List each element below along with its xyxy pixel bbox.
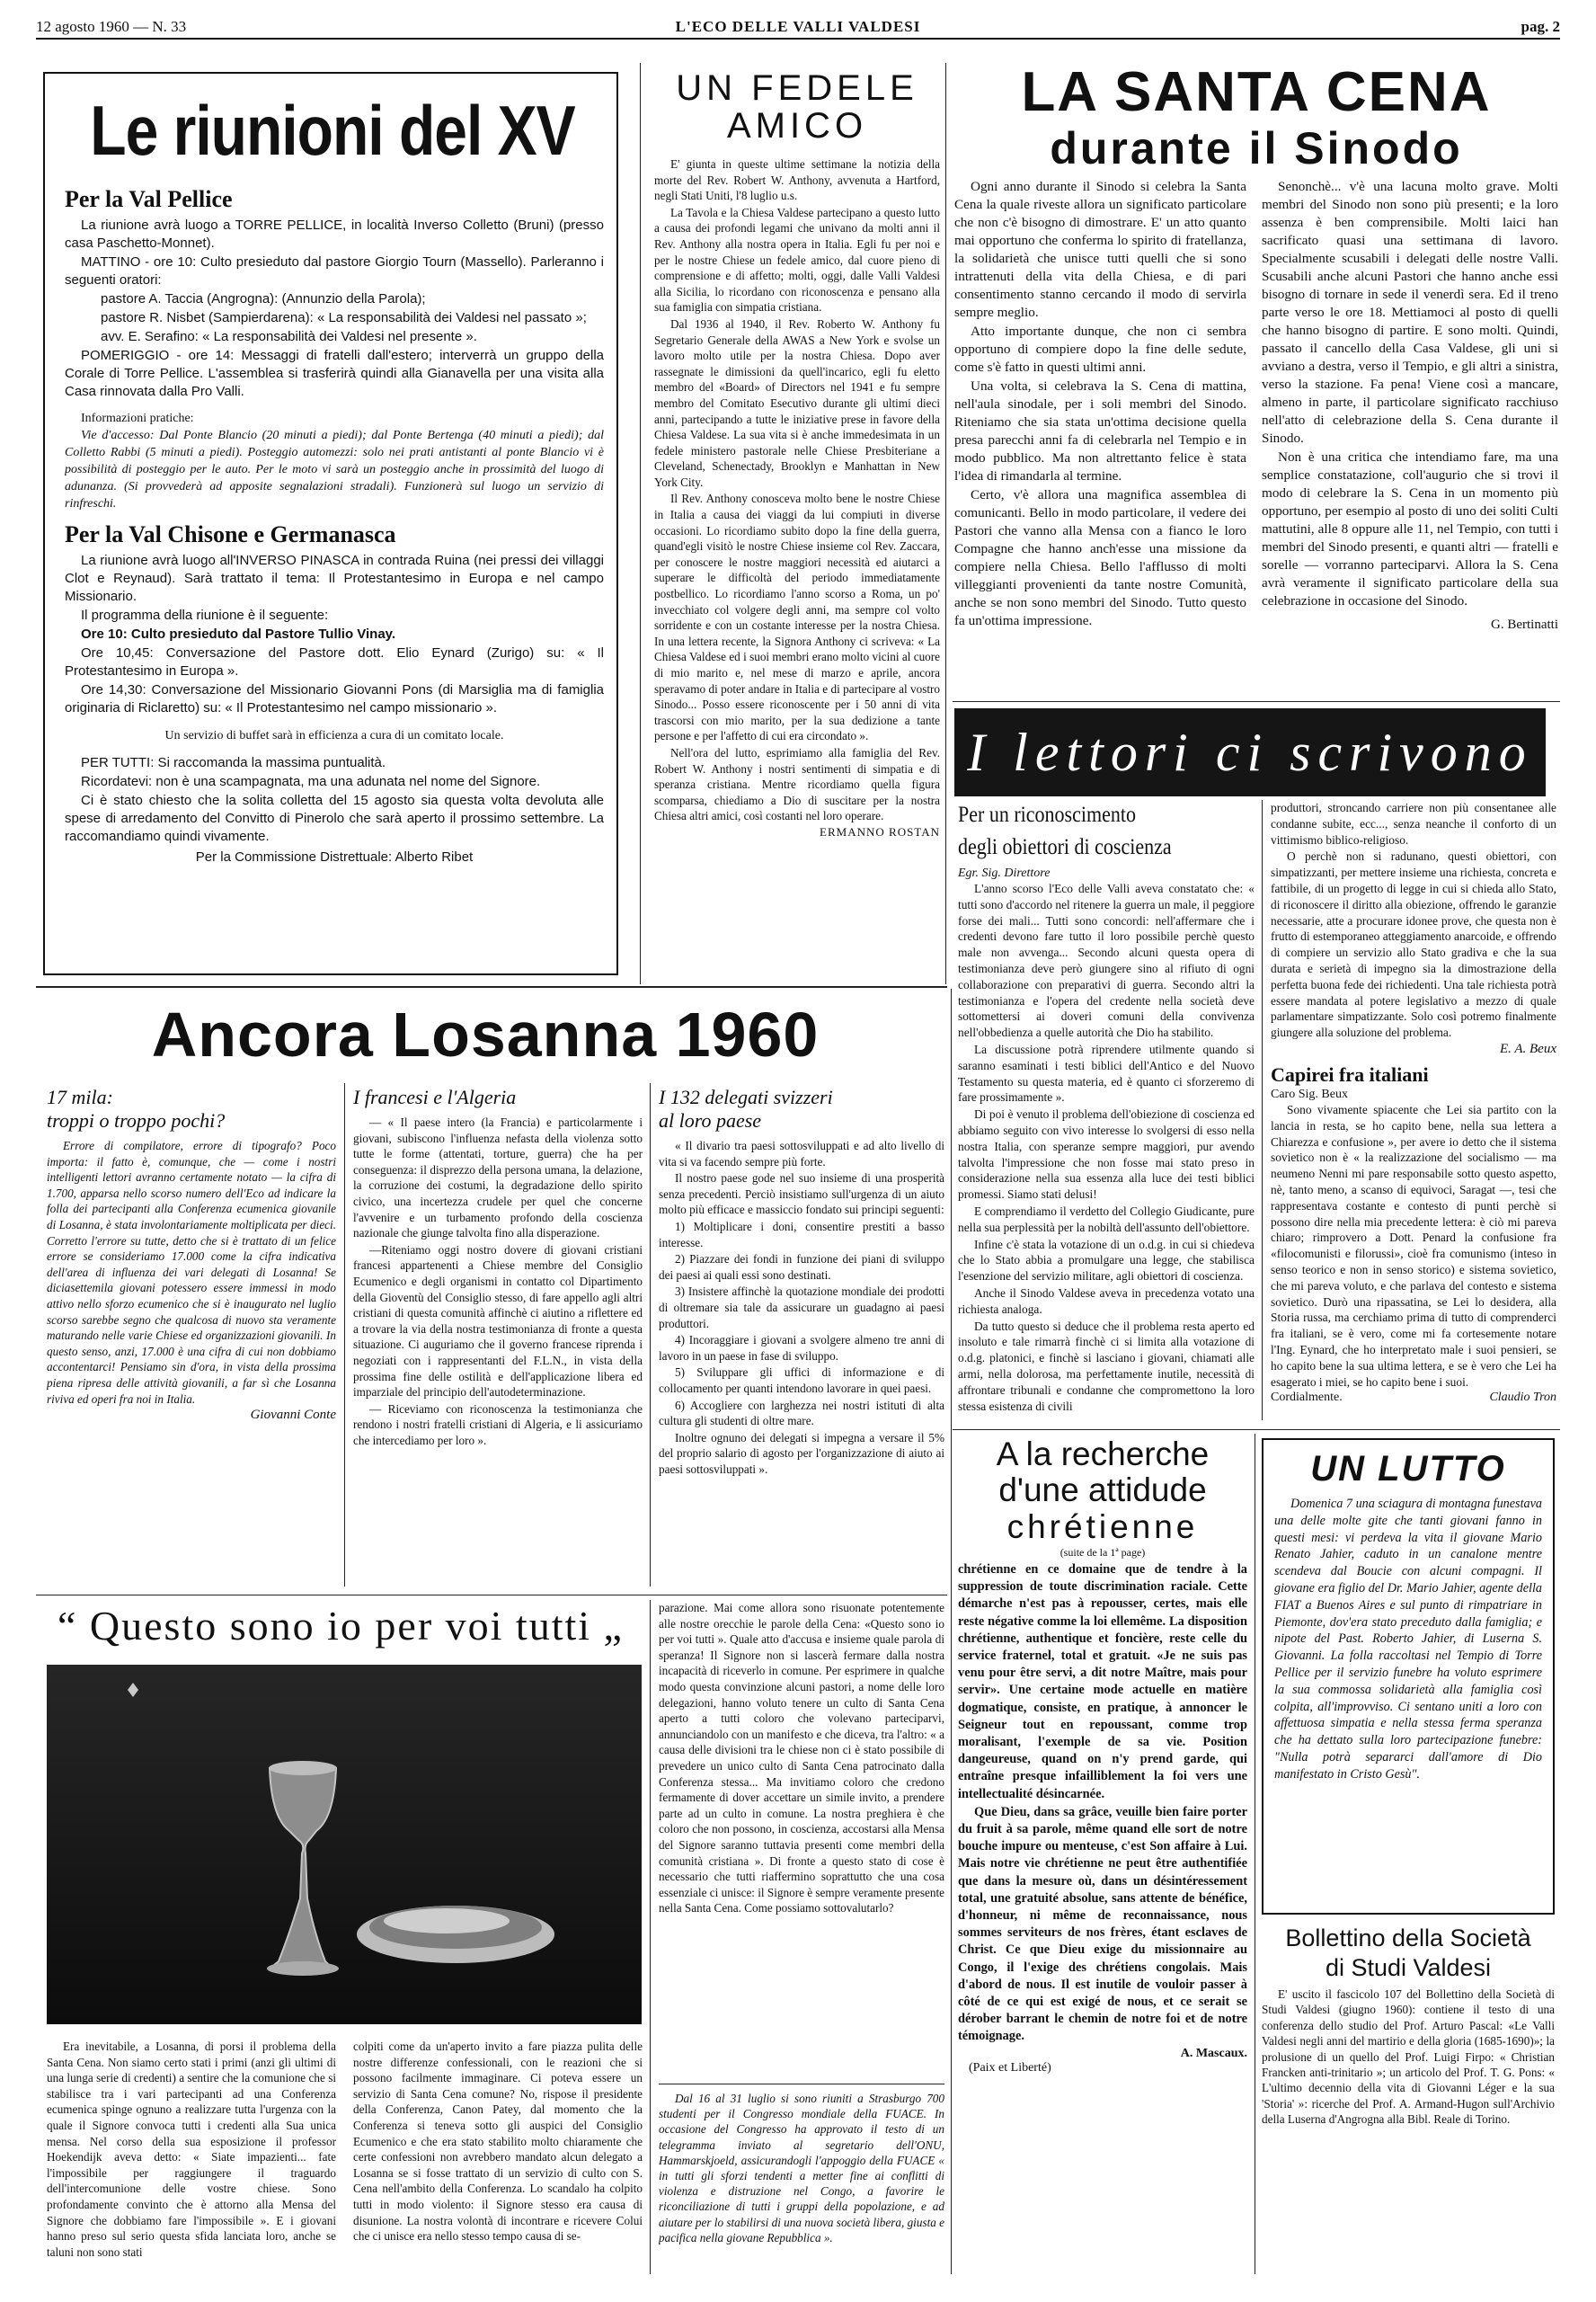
fedele-amico-article (654, 70, 940, 978)
obiettori-heading-1: Per un riconoscimento (958, 801, 1136, 827)
recherche-title-3: chrétienne (1006, 1508, 1199, 1545)
capirei-closing: Cordialmente. (1271, 1391, 1343, 1405)
losanna-col3-heading-1: I 132 delegati svizzeri (659, 1086, 833, 1108)
losanna-col1-signature: Giovanni Conte (250, 1408, 336, 1423)
column-rule (344, 1083, 345, 1587)
capirei-body: Sono vivamente spiacente che Lei sia partito con la lancia in resta, se ho capito bene, nella sua lettera a Chiarezza e confusione », per avere io detto che il sistema sovietico non è « la realizzazione del socialismo — ma neumeno Nenni mi pare responsabile sotto questo aspetto, nè, tanto meno, a scanso di equivoci, Saragat —, tesi che rappresentava costante e contesto di punti perchè si possono dire nella mia precedente lettera: è ciò mi pareva chiaro; rimprovero a Dott. Penard la confusione fra «filocomunisti e filorussi», cioè fra comunismo (inteso in senso teorico e non in senso storico) e sistema sovietico, che mi pareva voluto, e che parlava del contesto e sistema sovietico. Durò una ripassatina, se Lei lo desidera, alla Storia russa, ma cerchiamo prima di tutto di comprenderci fra italiani, se è vero, come mi fa cortesemente notare l'Ing. Eynard, che ho interpretato male i suoi pensieri, se ho capito bene la sua ultima lettera, e se è vero che Lei ha esagerato i miei, se ho capito bene i suoi. (1271, 1102, 1556, 1389)
bollettino-article (1262, 1924, 1555, 2274)
questo-col3: parazione. Mai come allora sono risuonate potentemente alle nostre orecchie le parole della Cena: «Questo sono io per voi tutti ». Quale atto d'accusa e insieme quale parola di speranza! Il Signore non si lascerà fermare dalla nostra incapacità di riceverlo in comune. Per esprimere in qualche modo questa convinzione alcuni pastori, a nome delle loro delegazioni, hanno voluto tenere un culto di Santa Cena aperto a tutti coloro che volevano parteciparvi, annunciandolo con un manifesto e che diceva, tra l'altro: « a causa delle divisioni tra le chiese non ci è stato possibile di prevedere un unico culto di Santa Cena patrocinato dalla Conferenza stessa... Ma invitiamo coloro che credono fermamente di dover accettare un simile invito, a prendere parte ad un culto in comune. La nostra preghiera è che coloro che non possono, in coscienza, accostarsi alla Mensa del Signore saranno tuttavia presenti come membri della comunità cristiana ». Di fronte a questo stato di cose è necessario che tutti riaffermino soprattutto che una cosa essenziale ci unisce: il Signore è sempre veramente presente nella Santa Cena. Come possiamo sottovalutarlo? (659, 1601, 944, 1915)
page-header (36, 13, 1560, 40)
recherche-body: chrétienne en ce domaine que de tendre à la suppression de toute discrimination raciale. Cette démarche n'est pas à repousser, certes, mais elle reste négative comme la loi ellemême. La disposition chrétienne, authentique et foncière, reste celle du service fraternel, total et gratuit. «Je ne suis pas venu pour être servi, a dit notre Maître, mais pour servir». Une certaine mode actuelle en matière dogmatique, consiste, en pratique, à annoncer le Seigneur tout en repoussant, comme trop moralisant, l'exemple de sa vie. Position dangeureuse, quand on n'y prend garde, qui entraîne presque infailliblement la foi vers une intellectualité désincarnée. Que Dieu, dans sa grâce, veuille bien faire porter du fruit à sa parole, même quand elle sort de notre bouche impure ou menteuse, c'est Son affaire à Lui. Mais notre vie chrétienne ne peut être authentifiée que dans la mesure où, dans un désintéressement total, une gratuité absolue, sans attente de bénéfice, d'honneur, ni même de reconnaissance, nous sommes serviteurs de nos frères, étant esclaves de Christ. Ce que Dieu exige du missionnaire au Congo, il l'exige des chrétiens congolais. Mais d'abord de nous. Il est inutile de vouloir passer à côté de ce qui est exigé de nous, et ce serait se dérober barrant le chemin de notre foi et de notre témoignage. (958, 1562, 1247, 2044)
masthead: L'ECO DELLE VALLI VALDESI (675, 18, 921, 35)
capirei-heading: Capirei fra italiani (1271, 1062, 1429, 1086)
fedele-body: E' giunta in queste ultime settimane la notizia della morte del Rev. Robert W. Anthony, avvenuta a Hartford, negli Stati Uniti, l'8 luglio u.s. La Tavola e la Chiesa Valdese partecipano a questo lutto a causa dei profondi legami che univano da molti anni il Rev. Anthony alla nostra opera in Italia. Egli fu per noi e per le nostre Chiese un fedele amico, dal cuore pieno di comprensione e di affetto; molti, oggi, dalle Valli Valdesi alla Sicilia, lo ricordano con riconoscenza e pensano alla sua famiglia con simpatia cristiana. Dal 1936 al 1940, il Rev. Roberto W. Anthony fu Segretario Generale della AWAS a New York e svolse un lavoro molto utile per la nostra Chiesa. Dopo aver rassegnate le dimissioni da quell'incarico, egli fu eletto membro del «Board» of Directors nel 1941 e fu sempre membro del Comitato Esecutivo durante gli ultimi dieci anni, partecipando a tutte le iniziative prese in favore della Chiesa Valdese. La sua vita si è anche immedesimata in un fedele ministero pastorale nelle Chiese Presbiteriane a Cleveland, Schenectady, Brooklyn e Manhattan in New York City. Il Rev. Anthony conosceva molto bene le nostre Chiese in Italia a causa dei viaggi da lui compiuti in diverse occasioni. Lo ricordiamo subito dopo la fine della guerra, quand'egli visitò le nostre Chiese insieme col Rev. Zaccara, per conoscere le nostre maggiori necessità ed aiutarci a superare le difficoltà del periodo immediatamente postbellico. Lo ricordiamo l'anno scorso a Roma, un po' invecchiato col volgere degli anni, ma sempre col volto sorridente e con un costante interesse per la nostra Chiesa. In una lettera recente, la Signora Anthony ci scriveva: « La Chiesa Valdese ed i suoi membri erano molto vicini al cuore di mio marito e, nel mese di marzo e aprile, ancora speravamo di poter andare in Italia e di partecipare al vostro Sinodo... Posso essere riconoscente per i 50 anni di vita trascorsi con mio marito, per la sua dedizione a tante persone e per l'affetto di cui era circondato ». Nell'ora del lutto, esprimiamo alla famiglia del Rev. Robert W. Anthony i nostri sentimenti di simpatia e di speranza cristiana. Mentre ricordiamo quella figura scomparsa, chiediamo a Dio di suscitare per la nostra Chiesa altri amici, così costanti nel loro operare. (654, 157, 940, 823)
losanna-title: Ancora Losanna 1960 (151, 1000, 820, 1070)
recherche-signature: A. Mascaux. (1180, 2046, 1247, 2060)
lutto-body: Domenica 7 una sciagura di montagna funestava una delle molte gite che tanti giovani fanno in questi mesi: vi perdeva la vita il giovane Mario Renato Jahier, caduto in un canalone mentre scendeva dal Boucie con alcuni compagni. Il giovane era figlio del Dr. Mario Jahier, agente della FIAT a Buenos Aires e sul punto di rimpatriare in Piemonte, dov'era stato preceduto dalla famiglia; e nipote del Past. Roberto Jahier, di Luserna S. Giovanni. La folla raccoltasi nel Tempio di Torre Pellice per il servizio funebre ha voluto esprimere la sua commossa solidarietà alla famiglia così colpita, all'improvviso. Ci sentano uniti a loro con affettuosa simpatia e nella stessa ferma speranza che ha dettato sulla loro partecipazione funebre: "Nulla potrà separarci dall'amore di Dio manifestato in Cristo Gesù". (1274, 1497, 1542, 1782)
santa-cena-article (954, 63, 1558, 710)
riunioni-title: Le riunioni del XV (90, 90, 575, 170)
recherche-source: (Paix et Liberté) (969, 2060, 1051, 2075)
santa-cena-title-1: LA SANTA CENA (1021, 63, 1492, 123)
capirei-salutation: Caro Sig. Beux (1271, 1087, 1348, 1101)
recherche-title-1: A la recherche (996, 1436, 1210, 1472)
fedele-title-2: AMICO (726, 106, 868, 146)
pellice-program: La riunione avrà luogo a TORRE PELLICE, in località Inverso Colletto (Bruni) (presso casa Paschetto-Monnet). MATTINO - ore 10: Culto presieduto dal pastore Giorgio Tourn (Massello). Parleranno i seguenti oratori: pastore A. Taccia (Angrogna): (Annunzio della Parola); pastore R. Nisbet (Sampierdarena): « La responsabilità dei Valdesi nel passato »; avv. E. Serafino: « La responsabilità dei Valdesi nel presente ». POMERIGGIO - ore 14: Messaggi di fratelli dall'estero; interverrà un gruppo della Corale di Torre Pellice. L'assemblea si trasferirà quindi alla Gianavella per una visita alla Casa rinnovata dalla Pro Valli. (65, 218, 604, 399)
section-rule (953, 701, 1560, 702)
losanna-col1-body: Errore di compilatore, errore di tipografo? Poco importa: il fatto è, comunque, che — come i nostri intelligenti lettori avranno certamente notato — la cifra di 1.700, apparsa nello scorso numero dell'Eco ad indicare la folla dei partecipanti alla Conferenza ecumenica giovanile di Losanna, è stata involontariamente moltiplicata per dieci. Corretto l'errore su tutte, detto che si è trattato di un felice errore se consideriamo 17.000 come la cifra indicativa dell'area di influenza dei vari delegati di Losanna! Se diciasettemila giovani potessero essere immessi in modo attivo nello sforzo ecumenico che si è inaugurato nel luglio scorso sarebbe segno che qualcosa di nuovo sta veramente maturando nelle varie Chiese ed organizzazioni giovanili. In questo senso, anzi, 17.000 è una cifra di cui non dobbiamo accontentarci! Pensiamo sin d'ora, in vista della prossima piena ripresa delle attività giovanili, a far sì che Losanna riviva ed operi fra noi in Italia. (47, 1139, 336, 1406)
recherche-subtitle: (suite de la 1ª page) (1060, 1546, 1146, 1559)
losanna-col1-heading-1: 17 mila: (47, 1086, 113, 1108)
lutto-box (1262, 1438, 1555, 1915)
column-rule (640, 63, 641, 984)
losanna-col1 (47, 1086, 336, 1598)
column-rule (945, 63, 946, 984)
riunioni-signature: Per la Commissione Distrettuale: Alberto Ribet (195, 849, 474, 865)
fedele-signature: ERMANNO ROSTAN (820, 824, 940, 839)
losanna-col3-body: « Il divario tra paesi sottosviluppati e ad alto livello di vita si va facendo sempre più forte. Il nostro paese gode nel suo insieme di una prosperità senza precedenti. Perciò insistiamo sull'urgenza di un aiuto molto più efficace e massiccio fondato sui principi seguenti: 1) Moltiplicare i doni, consentire prestiti a basso interesse. 2) Piazzare dei fondi in funzione dei piani di sviluppo dei paesi ai quali essi sono destinati. 3) Insistere affinchè la quotazione mondiale dei prodotti di oltremare sia tale da assicurare un guadagno ai paesi produttori. 4) Incoraggiare i giovani a svolgere almeno tre anni di lavoro in un paese in fase di sviluppo. 5) Sviluppare gli uffici di informazione e di collocamento per quanti intendono lavorare in quei paesi. 6) Accogliere con larghezza nei nostri istituti di alta cultura gli studenti di oltre mare. Inoltre ognuno dei delegati si impegna a versare il 5% del proprio salario di agosto per l'organizzazione di aiuto ai paesi sottosviluppati ». (659, 1139, 944, 1476)
column-rule (650, 1600, 651, 2274)
obiettori-salutation: Egr. Sig. Direttore (958, 867, 1051, 880)
santa-cena-title-2: durante il Sinodo (1050, 123, 1463, 173)
riunioni-body (65, 186, 604, 865)
losanna-col1-heading-2: troppi o troppo pochi? (47, 1109, 226, 1132)
page-number: pag. 2 (1521, 18, 1560, 35)
obiettori-letter (958, 800, 1255, 1420)
column-rule (650, 1083, 651, 1587)
pellice-heading: Per la Val Pellice (65, 186, 233, 212)
santa-cena-signature: G. Bertinatti (1491, 618, 1558, 632)
section-rule (36, 986, 947, 988)
obiettori-signature: E. A. Beux (1499, 1041, 1556, 1056)
column-rule (1262, 800, 1263, 1420)
questo-col2: colpiti come da un'aperto invito a fare piazza pulita delle nostre differenze confessionali, con le reazioni che si possono facilmente immaginare. Ci poteva essere un servizio di Santa Cena comune? No, rispose il presidente della Conferenza, Canon Patey, dal momento che la Conferenza si teneva sotto gli auspici del Consiglio Ecumenico e che era stato stabilito molto chiaramente che certe confessioni non avrebbero mandato alcun delegato a Losanna se si fosse trattato di un servizio di culto con S. Cena nell'ambito della Conferenza. Lo scandalo ha colpito tutti in modo violento: il Signore stesso era causa di disunione. La nostra volontà di incontrare e ricevere Colui che ci unisce era nello stesso tempo causa di se- (353, 2040, 643, 2244)
lettori-banner: I lettori ci scrivono (954, 708, 1546, 796)
questo-title: “ Questo sono io per voi tutti „ (58, 1603, 624, 1649)
obiettori-heading-2: degli obiettori di coscienza (958, 833, 1172, 859)
recherche-article (958, 1436, 1247, 2272)
capirei-closing-line (1271, 1391, 1556, 1405)
obiettori-letter-cont (1271, 800, 1556, 1420)
chalice-photo (47, 1665, 642, 2024)
lutto-title: UN LUTTO (1310, 1449, 1506, 1489)
santa-cena-col2: Senonchè... v'è una lacuna molto grave. Molti membri del Sinodo non sono più presenti; e la loro assenza è ben comprensibile. Molti laici han sacrificato quasi una settimana di lavoro. Specialmente scusabili i delegati delle nostre Valli. Scusabili anche alcuni Pastori che hanno anche essi bisogno di tornare in sede il venerdì sera. Ed il treno parte verso le ore 18. Mettiamoci al posto di quelli che hanno bisogno di partire. E sono molti. Quindi, passato il cancello della Casa Valdese, gli uni si avviano a destra, verso il Tempio, e gli altri a sinistra, verso la stazione. Fa pena! Viene così a mancare, almeno in parte, il particolare significato racchiuso nell'atto di celebrazione della S. Cena durante il Sinodo. Non è una critica che intendiamo fare, ma una semplice constatazione, coll'augurio che si trovi il modo di celebrare la S. Cena in un momento più opportuno, per esempio al posto di uno dei soliti Culti mattutini, alle 8 oppure alle 11, nel Tempio, con tutti i membri del Sinodo presenti, e quanti altri — fratelli e sorelle — vorranno parteciparvi. Allora la S. Cena avrà veramente il significato particolare della sua celebrazione in occasione del Sinodo. G. Bertinatti (1262, 179, 1558, 632)
fuace-note: Dal 16 al 31 luglio si sono riuniti a Strasburgo 700 studenti per il Congresso mondiale della FUACE. In occasione del Congresso ha approvato il testo di un telegramma inviato al segretario dell'ONU, Hammarskjoeld, assicurandogli l'appoggio della FUACE « in tutti gli sforzi tendenti a metter fine ai conflitti di violenza e distruzione nel Congo, a favorire le riconciliazione di tutti i gruppi della popolazione, e ad aiutare per lo stabilirsi di una nuova società libera, giusta e pacifica nella giovane Repubblica ». (659, 2092, 944, 2244)
chalice-and-bread-icon (47, 1665, 642, 2024)
info-pratiche: Informazioni pratiche: Vie d'accesso: Dal Ponte Blancio (20 minuti a piedi); dal Ponte Bertenga (40 minuti a piedi); dal Colletto Rabbi (5 minuti a piedi). Posteggio automezzi: solo nei prati antistanti al ponte Blancio vi è possibilità di posteggio per le auto. Per le moto vi sarà un posteggio anche in prossimità del luogo di adunanza. (Si provvederà ad apposite segnalazioni stradali). Funzionerà sul luogo un servizio di rinfreschi. (65, 412, 604, 511)
questo-col1: Era inevitabile, a Losanna, di porsi il problema della Santa Cena. Non siamo certo stati i primi (anzi gli ultimi di una lunga serie di credenti) a sentire che la comunione che si stabilisce tra i vari partecipanti ad una Conferenza ecumenica spinge ognuno a realizzare tutta l'urgenza con la quale il Signore convoca tutti i credenti alla Sua unica mensa. Nel corso della sua esposizione il professor Hoekendijk aveva detto: « Siate impazienti... fate l'impossibile per raggiungere il traguardo dell'intercomunione delle vostre chiese. Sono profondamente convinto che è attorno alla Mensa del Signore che dobbiamo fare l'impossibile ». E i giovani hanno preso sul serio questa sfida lanciata loro, anche se taluni non sono stati (47, 2040, 336, 2259)
bollettino-body: E' uscito il fascicolo 107 del Bollettino della Società di Studi Valdesi (giugno 1960): contiene il testo di una conferenza dello studio del Prof. Arturo Pascal: «Le Valli Valdesi negli anni del martirio e della gloria (1685-1690)»; la prolusione di un quello del Prof. Luigi Firpo: « Christian Francken anti-trinitario »; un articolo del Prof. T. G. Pons: « L'ultimo decennio della vita di Giovanni Léger e la sua 'Storia' »: ricerche del Prof. A. Armand-Hugon sull'Archivio della Luserna d'Angrogna alla Bibl. Reale di Torino. (1262, 1987, 1555, 2127)
buffet-note: Un servizio di buffet sarà in efficienza a cura di un comitato locale. (164, 729, 504, 742)
section-rule (953, 1429, 1560, 1430)
riunioni-box (43, 72, 618, 975)
losanna-col3-heading-2: al loro paese (659, 1109, 762, 1132)
losanna-col2-body: — « Il paese intero (la Francia) e particolarmente i giovani, subiscono l'influenza nefasta della violenza sotto tutte le forme (attentati, torture, guerra) che ha per conseguenza: il disprezzo della persona umana, la delazione, la corruzione dei costumi, la degradazione dello spirito civico, una incertezza crudele per quel che concerne l'avvenire e un turbamento profondo della coscienza nazionale che giunge talvolta fino alla disperazione. —Riteniamo oggi nostro dovere di giovani cristiani francesi appartenenti a Chiese membre del Consiglio Ecumenico e degli organismi in contatto col Dipartimento della Gioventù del Consiglio stesso, di fare appello agli altri cristiani di questa comunità affinchè ci aiutino a riflettere ed a trovare la via della nostra testimonianza di fronte a questa situazione. Ci auguriamo che il governo francese riprenda i negoziati con i rappresentanti del F.L.N., in vista della prossima fine delle ostilità e dell'applicazione libera ed imparziale del principio dell'autodeterminazione. — Riceviamo con riconoscenza la testimonianza che rendono i nostri fratelli cristiani di Algeria, e li assicuriamo che intercediamo per loro ». (353, 1115, 643, 1447)
chisone-program: La riunione avrà luogo all'INVERSO PINASCA in contrada Ruina (nei pressi dei villaggi Clot e Reynaud). Sarà trattato il tema: Il Protestantesimo in Europa e nel campo Missionario. Il programma della riunione è il seguente: Ore 10: Culto presieduto dal Pastore Tullio Vinay. Ore 10,45: Conversazione del Pastore dott. Elio Eynard (Zurigo) su: « Il Protestantesimo in Europa ». Ore 14,30: Conversazione del Missionario Giovanni Pons (di Marsiglia ma di famiglia originaria di Riclaretto) su: « Il Protestantesimo nel campo missionario ». (65, 553, 604, 715)
closing-notes: PER TUTTI: Si raccomanda la massima puntualità. Ricordatevi: non è una scampagnata, ma una adunata nel nome del Signore. Ci è stato chiesto che la solita colletta del 15 agosto sia questa volta devoluta alle spese di arredamento del Convitto di Pinerolo che sarà aperto il prossimo settembre. La raccomandiamo quindi vivamente. (65, 755, 604, 844)
capirei-signature: Claudio Tron (1489, 1391, 1556, 1405)
issue-date: 12 agosto 1960 — N. 33 (36, 18, 187, 35)
recherche-title-2: d'une attidude (998, 1471, 1207, 1508)
santa-cena-col1: Ogni anno durante il Sinodo si celebra la Santa Cena la quale riveste allora un significato particolare che non c'è bisogno di dimostrare. E' un atto quanto mai opportuno che conferma lo spirito di fratellanza, la solidarietà che unisce tutti quelli che si sono intrattenuti della vita della Chiesa, e di pari consentimento stanno cercando il modo di servirla sempre meglio. Atto importante dunque, che non ci sembra opportuno di compiere dopo la fine delle sedute, come s'è fatto in questi ultimi anni. Una volta, si celebrava la S. Cena di mattina, nell'aula sinodale, per i soli membri del Sinodo. Riteniamo che sia stata un'ottima decisione quella presa parecchi anni fa di celebrarla nel Tempio e in modo pubblico. Ma non altrettanto felice è stata l'idea di rimandarla al termine. Certo, v'è allora una magnifica assemblea di comunicanti. Bello in modo particolare, il vedere dei Pastori che vanno alla Mensa con a fianco le loro Compagne che hanno anch'esse una missione da compiere nella Chiesa. Bello l'afflusso di molti villeggianti provenienti da tante nostre Comunità, anche se non sono membri del Sinodo. Tutto questo fa un'ottima impressione. (954, 179, 1246, 628)
fedele-title-1: UN FEDELE (676, 70, 918, 108)
column-rule (951, 989, 952, 2274)
obiettori-col2: produttori, stroncando carriere non più consentanee alle condanne subite, ecc..., senza neanche il conforto di un vittimismo biblico-religioso. O perchè non si radunano, questi obiettori, con simpatizzanti, per mettere insieme una richiesta, concreta e fattibile, di un progetto di legge in cui si chieda allo Stato, di riconoscere il diritto alla obiezione, offrendo le garanzie necessarie, atte a procurare idonee prove, che questa non è frutto di estemporaneo atteggiamento anarcoide, e offrendo di compiere un servizio allo Stato gradiva e che la sua durata e serietà di impegno sia la dimostrazione della perfetta buona fede dei richiedenti. Una tale richiesta potrà essere mandata al potere legislativo a mezzo di quale parlamentare simpatizzante. Solo così potremo finalmente giungere alla soluzione del problema. (1271, 801, 1556, 1040)
chisone-heading: Per la Val Chisone e Germanasca (65, 521, 396, 547)
losanna-col2 (353, 1086, 643, 1598)
losanna-col2-heading: I francesi e l'Algeria (353, 1086, 517, 1108)
obiettori-col1: L'anno scorso l'Eco delle Valli aveva constatato che: « tutti sono d'accordo nel ritenere la guerra un male, il peggiore forse dei mali... Tutti sono concordi: nell'affermare che i credenti devono fare tutto il loro possibile perchè questo male non avvenga... Secondo alcuni questa opera di testimonianza deve però giungere sino al rifiuto di ogni collaborazione con preparativi di guerra. Secondo altri la testimonianza e l'opera del credente nella società deve sottomettersi ai doveri comuni della convivenza nell'obbedienza a quelle autorità che Dio ha stabilito. La discussione potrà riprendere utilmente quando si saranno esaminati i testi biblici dell'Antico e del Nuovo Testamento su questa materia, ed è quanto ci sforzeremo di fare prossimamente ». Di poi è venuto il problema dell'obiezione di coscienza ed abbiamo seguito con vivo interesse lo svolgersi di esso nella nostra Italia, con speranze sempre maggiori, pur avendo talvolta l'impressione che non fosse mai stato preso in considerazione nella sua essenza alla luce dei testi biblici promessi. Siamo stati delusi! E comprendiamo il verdetto del Collegio Giudicante, pure nella sua perplessità per la nobiltà dell'assunto dell'obiettore. Infine c'è stata la votazione di un o.d.g. in cui si chiedeva che lo Stato abbia a promulgare una legge, che stabilisca l'esenzione del servizio militare, agli obiettori di coscienza. Anche il Sinodo Valdese aveva in precedenza votato una richiesta analoga. Da tutto questo si deduce che il problema resta aperto ed insoluto e tale rimarrà finchè ci si limita alla votazione di o.d.g. platonici, e finchè si lasciano i giovani, chiamati alle armi, nella dolorosa, ma perfettamente inutile, necessità di affrontare tribunali e condanne che compromettono la loro stessa esistenza di civili (958, 882, 1255, 1413)
bollettino-title-1: Bollettino della Società (1285, 1924, 1531, 1951)
bollettino-title-2: di Studi Valdesi (1325, 1954, 1492, 1981)
losanna-col3 (659, 1086, 944, 1598)
